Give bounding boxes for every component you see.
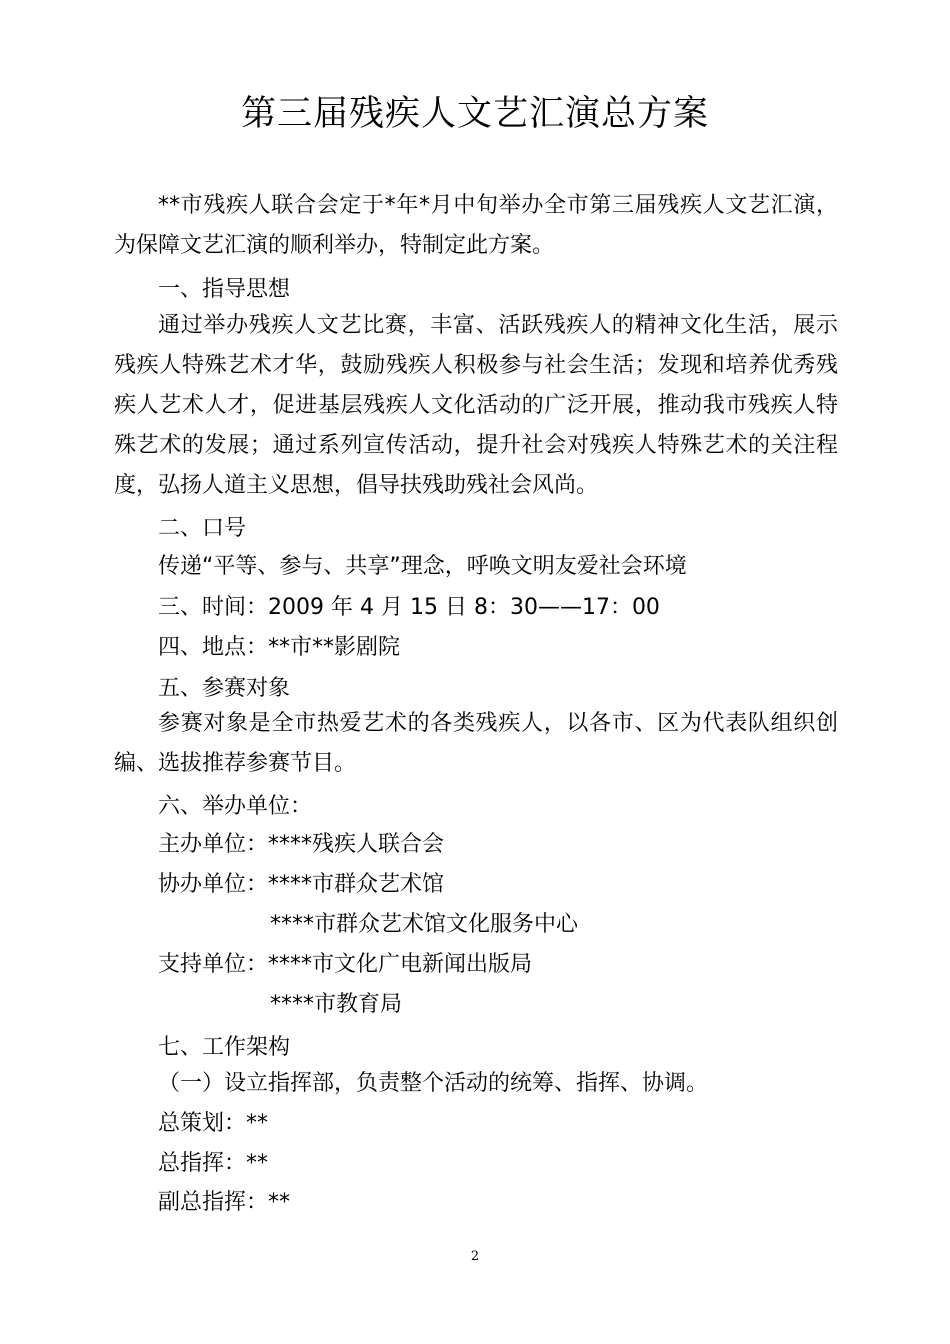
time-value: 2009 年 4 月 15 日 8：30——17：00 [268,595,660,620]
co-host-unit-1: 协办单位：****市群众艺术馆 [158,872,445,897]
section-heading-guiding-thought: 一、指导思想 [158,277,291,302]
page-number: 2 [470,1249,480,1264]
page-title: 第三届残疾人文艺汇演总方案 [240,94,709,134]
location-label: 四、地点： [158,635,269,660]
section-heading-slogan: 二、口号 [158,516,247,541]
location-value: **市**影剧院 [268,635,401,660]
chief-planner: 总策划：** [158,1111,269,1136]
chief-commander: 总指挥：** [158,1151,269,1176]
section-heading-structure: 七、工作架构 [158,1035,291,1060]
intro-paragraph: **市残疾人联合会定于*年*月中旬举办全市第三届残疾人文艺汇演，为保障文艺汇演的顺利举办，特制定此方案。 [114,193,838,258]
section-heading-organizers: 六、举办单位： [158,794,313,819]
time-line [158,593,888,623]
participants-paragraph: 参赛对象是全市热爱艺术的各类残疾人，以各市、区为代表队组织创编、选拔推荐参赛节目。 [114,711,838,776]
section-heading-participants: 五、参赛对象 [158,676,291,701]
structure-subsection-1: （一）设立指挥部，负责整个活动的统筹、指挥、协调。 [158,1071,709,1096]
vice-commander: 副总指挥：** [158,1190,291,1215]
time-label: 三、时间： [158,595,269,620]
location-line [158,633,888,663]
guiding-thought-paragraph: 通过举办残疾人文艺比赛，丰富、活跃残疾人的精神文化生活，展示残疾人特殊艺术才华，鼓励残疾人积极参与社会生活；发现和培养优秀残疾人艺术人才，促进基层残疾人文化活动的广泛开展，推动我市残疾人特殊艺术的发展；通过系列宣传活动，提升社会对残疾人特殊艺术的关注程度，弘扬人道主义思想，倡导扶残助残社会风尚。 [114,313,838,498]
support-unit-2: ****市教育局 [270,992,403,1017]
support-unit-1: 支持单位：****市文化广电新闻出版局 [158,952,533,977]
slogan-text: 传递“平等、参与、共享”理念，呼唤文明友爱社会环境 [158,554,687,579]
host-unit: 主办单位：****残疾人联合会 [158,832,445,857]
co-host-unit-2: ****市群众艺术馆文化服务中心 [270,912,579,937]
